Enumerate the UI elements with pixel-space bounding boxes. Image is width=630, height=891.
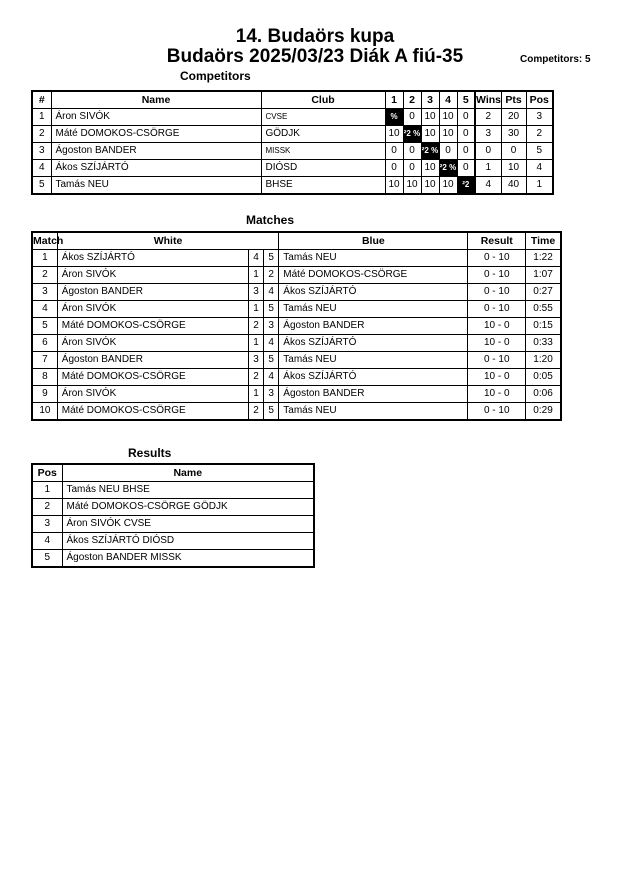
match-row <box>32 369 561 386</box>
column-header: Wins <box>475 91 501 109</box>
score-cell: 10 <box>421 109 439 126</box>
result-row <box>32 516 314 533</box>
score-cell: 10 <box>385 126 403 143</box>
white-number: 2 <box>248 369 263 386</box>
column-header: 4 <box>439 91 457 109</box>
result-row <box>32 482 314 499</box>
position-cell: 5 <box>526 143 553 160</box>
score-cell: 10 <box>439 126 457 143</box>
score-cell: 10 <box>421 160 439 177</box>
score-cell: 0 <box>457 109 475 126</box>
score-cell: 0 <box>385 160 403 177</box>
score-cell: 10 <box>439 109 457 126</box>
white-number: 3 <box>248 352 263 369</box>
score-cell: 0 <box>439 143 457 160</box>
column-header: Match <box>32 232 57 250</box>
score-cell: 0 <box>403 143 421 160</box>
position-cell: 3 <box>526 109 553 126</box>
white-number: 1 <box>248 267 263 284</box>
score-cell: 0 <box>385 143 403 160</box>
match-time: 0:15 <box>526 318 561 335</box>
blue-competitor: Ákos SZÍJÁRTÓ <box>279 335 468 352</box>
score-cell: 0 <box>457 160 475 177</box>
match-row <box>32 318 561 335</box>
match-time: 0:33 <box>526 335 561 352</box>
match-result: 10 - 0 <box>468 386 526 403</box>
competitors-count: Competitors: 5 <box>520 54 591 65</box>
competitor-row <box>32 109 553 126</box>
blue-number: 5 <box>264 301 279 318</box>
wins-cell: 0 <box>475 143 501 160</box>
result-row <box>32 499 314 516</box>
match-result: 0 - 10 <box>468 267 526 284</box>
blue-number: 5 <box>264 352 279 369</box>
competitor-club: CVSE <box>261 109 385 126</box>
score-cell: 10 <box>385 177 403 195</box>
result-position: 1 <box>32 482 62 499</box>
matches-section-title: Matches <box>246 213 295 227</box>
column-header: Club <box>261 91 385 109</box>
match-time: 0:55 <box>526 301 561 318</box>
match-result: 0 - 10 <box>468 301 526 318</box>
score-cell-self: ²2 % <box>421 143 439 160</box>
column-header: Time <box>526 232 561 250</box>
column-header: # <box>32 91 51 109</box>
match-number: 4 <box>32 301 57 318</box>
white-number: 2 <box>248 318 263 335</box>
blue-number: 2 <box>264 267 279 284</box>
column-header: Pts <box>501 91 526 109</box>
competitor-name: Máté DOMOKOS-CSÖRGE <box>51 126 261 143</box>
results-section-title: Results <box>128 446 172 460</box>
white-number: 3 <box>248 284 263 301</box>
competitor-club: DIÓSD <box>261 160 385 177</box>
column-header: Pos <box>526 91 553 109</box>
match-row <box>32 284 561 301</box>
match-number: 10 <box>32 403 57 421</box>
points-cell: 20 <box>501 109 526 126</box>
blue-number: 4 <box>264 369 279 386</box>
match-time: 1:20 <box>526 352 561 369</box>
wins-cell: 4 <box>475 177 501 195</box>
score-cell: 10 <box>421 177 439 195</box>
white-number: 1 <box>248 386 263 403</box>
points-cell: 40 <box>501 177 526 195</box>
column-header: Pos <box>32 464 62 482</box>
blue-number: 5 <box>264 403 279 421</box>
wins-cell: 2 <box>475 109 501 126</box>
competitor-number: 5 <box>32 177 51 195</box>
results-header-row <box>32 464 314 482</box>
score-cell: 10 <box>439 177 457 195</box>
competitor-number: 2 <box>32 126 51 143</box>
column-header: 1 <box>385 91 403 109</box>
score-cell-self: ²2 % <box>403 126 421 143</box>
score-cell-self: ²2 % <box>439 160 457 177</box>
score-cell: 0 <box>457 143 475 160</box>
competitor-club: MISSK <box>261 143 385 160</box>
wins-cell: 3 <box>475 126 501 143</box>
competitor-name: Ágoston BANDER <box>51 143 261 160</box>
points-cell: 0 <box>501 143 526 160</box>
results-table <box>31 463 315 568</box>
match-number: 9 <box>32 386 57 403</box>
column-header: White <box>57 232 279 250</box>
event-subtitle: Budaörs 2025/03/23 Diák A fiú-35 <box>166 46 464 67</box>
white-number: 4 <box>248 250 263 267</box>
match-time: 0:05 <box>526 369 561 386</box>
blue-competitor: Tamás NEU <box>279 301 468 318</box>
column-header: 2 <box>403 91 421 109</box>
score-cell-self: % <box>385 109 403 126</box>
competitor-row <box>32 177 553 195</box>
competitor-number: 1 <box>32 109 51 126</box>
result-name: Áron SIVÓK CVSE <box>62 516 314 533</box>
match-number: 7 <box>32 352 57 369</box>
white-number: 1 <box>248 335 263 352</box>
points-cell: 30 <box>501 126 526 143</box>
white-competitor: Máté DOMOKOS-CSÖRGE <box>57 369 248 386</box>
match-result: 10 - 0 <box>468 318 526 335</box>
result-name: Máté DOMOKOS-CSÖRGE GÖDJK <box>62 499 314 516</box>
match-row <box>32 250 561 267</box>
white-competitor: Áron SIVÓK <box>57 335 248 352</box>
score-cell: 0 <box>457 126 475 143</box>
position-cell: 1 <box>526 177 553 195</box>
score-cell: 10 <box>421 126 439 143</box>
blue-number: 3 <box>264 386 279 403</box>
match-number: 1 <box>32 250 57 267</box>
match-number: 2 <box>32 267 57 284</box>
competitor-number: 3 <box>32 143 51 160</box>
match-result: 10 - 0 <box>468 369 526 386</box>
column-header: 3 <box>421 91 439 109</box>
match-result: 10 - 0 <box>468 335 526 352</box>
white-competitor: Áron SIVÓK <box>57 267 248 284</box>
result-name: Ákos SZÍJÁRTÓ DIÓSD <box>62 533 314 550</box>
match-row <box>32 335 561 352</box>
result-position: 5 <box>32 550 62 568</box>
result-row <box>32 550 314 568</box>
competitors-table <box>31 90 554 195</box>
column-header: Blue <box>279 232 468 250</box>
column-header: 5 <box>457 91 475 109</box>
match-row <box>32 403 561 421</box>
matches-header-row <box>32 232 561 250</box>
match-number: 5 <box>32 318 57 335</box>
column-header: Name <box>62 464 314 482</box>
white-competitor: Ágoston BANDER <box>57 284 248 301</box>
competitor-name: Áron SIVÓK <box>51 109 261 126</box>
score-cell: 0 <box>403 109 421 126</box>
white-number: 2 <box>248 403 263 421</box>
result-position: 4 <box>32 533 62 550</box>
competitors-section-title: Competitors <box>180 69 251 83</box>
match-row <box>32 352 561 369</box>
match-result: 0 - 10 <box>468 250 526 267</box>
column-header: Result <box>468 232 526 250</box>
result-position: 3 <box>32 516 62 533</box>
match-result: 0 - 10 <box>468 352 526 369</box>
competitor-row <box>32 143 553 160</box>
match-number: 6 <box>32 335 57 352</box>
blue-competitor: Ágoston BANDER <box>279 386 468 403</box>
tournament-title: 14. Budaörs kupa <box>235 26 395 47</box>
match-time: 1:22 <box>526 250 561 267</box>
blue-number: 4 <box>264 284 279 301</box>
match-result: 0 - 10 <box>468 403 526 421</box>
score-cell: 10 <box>403 177 421 195</box>
match-time: 0:06 <box>526 386 561 403</box>
competitors-header-row <box>32 91 553 109</box>
result-name: Tamás NEU BHSE <box>62 482 314 499</box>
match-row <box>32 267 561 284</box>
competitor-row <box>32 126 553 143</box>
competitor-club: BHSE <box>261 177 385 195</box>
blue-competitor: Ákos SZÍJÁRTÓ <box>279 369 468 386</box>
match-time: 0:29 <box>526 403 561 421</box>
white-competitor: Ágoston BANDER <box>57 352 248 369</box>
match-number: 8 <box>32 369 57 386</box>
match-time: 0:27 <box>526 284 561 301</box>
blue-competitor: Tamás NEU <box>279 403 468 421</box>
white-competitor: Máté DOMOKOS-CSÖRGE <box>57 403 248 421</box>
blue-number: 4 <box>264 335 279 352</box>
white-competitor: Áron SIVÓK <box>57 301 248 318</box>
blue-competitor: Tamás NEU <box>279 250 468 267</box>
match-result: 0 - 10 <box>468 284 526 301</box>
match-number: 3 <box>32 284 57 301</box>
white-competitor: Áron SIVÓK <box>57 386 248 403</box>
match-time: 1:07 <box>526 267 561 284</box>
white-competitor: Máté DOMOKOS-CSÖRGE <box>57 318 248 335</box>
result-position: 2 <box>32 499 62 516</box>
competitor-club: GÖDJK <box>261 126 385 143</box>
match-row <box>32 301 561 318</box>
position-cell: 2 <box>526 126 553 143</box>
competitor-number: 4 <box>32 160 51 177</box>
wins-cell: 1 <box>475 160 501 177</box>
position-cell: 4 <box>526 160 553 177</box>
blue-competitor: Ágoston BANDER <box>279 318 468 335</box>
score-cell-self: ²2 <box>457 177 475 195</box>
blue-competitor: Ákos SZÍJÁRTÓ <box>279 284 468 301</box>
white-competitor: Ákos SZÍJÁRTÓ <box>57 250 248 267</box>
column-header: Name <box>51 91 261 109</box>
white-number: 1 <box>248 301 263 318</box>
score-cell: 0 <box>403 160 421 177</box>
result-name: Ágoston BANDER MISSK <box>62 550 314 568</box>
matches-table <box>31 231 562 421</box>
competitor-row <box>32 160 553 177</box>
competitor-name: Tamás NEU <box>51 177 261 195</box>
points-cell: 10 <box>501 160 526 177</box>
result-row <box>32 533 314 550</box>
match-row <box>32 386 561 403</box>
competitor-name: Ákos SZÍJÁRTÓ <box>51 160 261 177</box>
blue-competitor: Máté DOMOKOS-CSÖRGE <box>279 267 468 284</box>
blue-competitor: Tamás NEU <box>279 352 468 369</box>
blue-number: 5 <box>264 250 279 267</box>
blue-number: 3 <box>264 318 279 335</box>
